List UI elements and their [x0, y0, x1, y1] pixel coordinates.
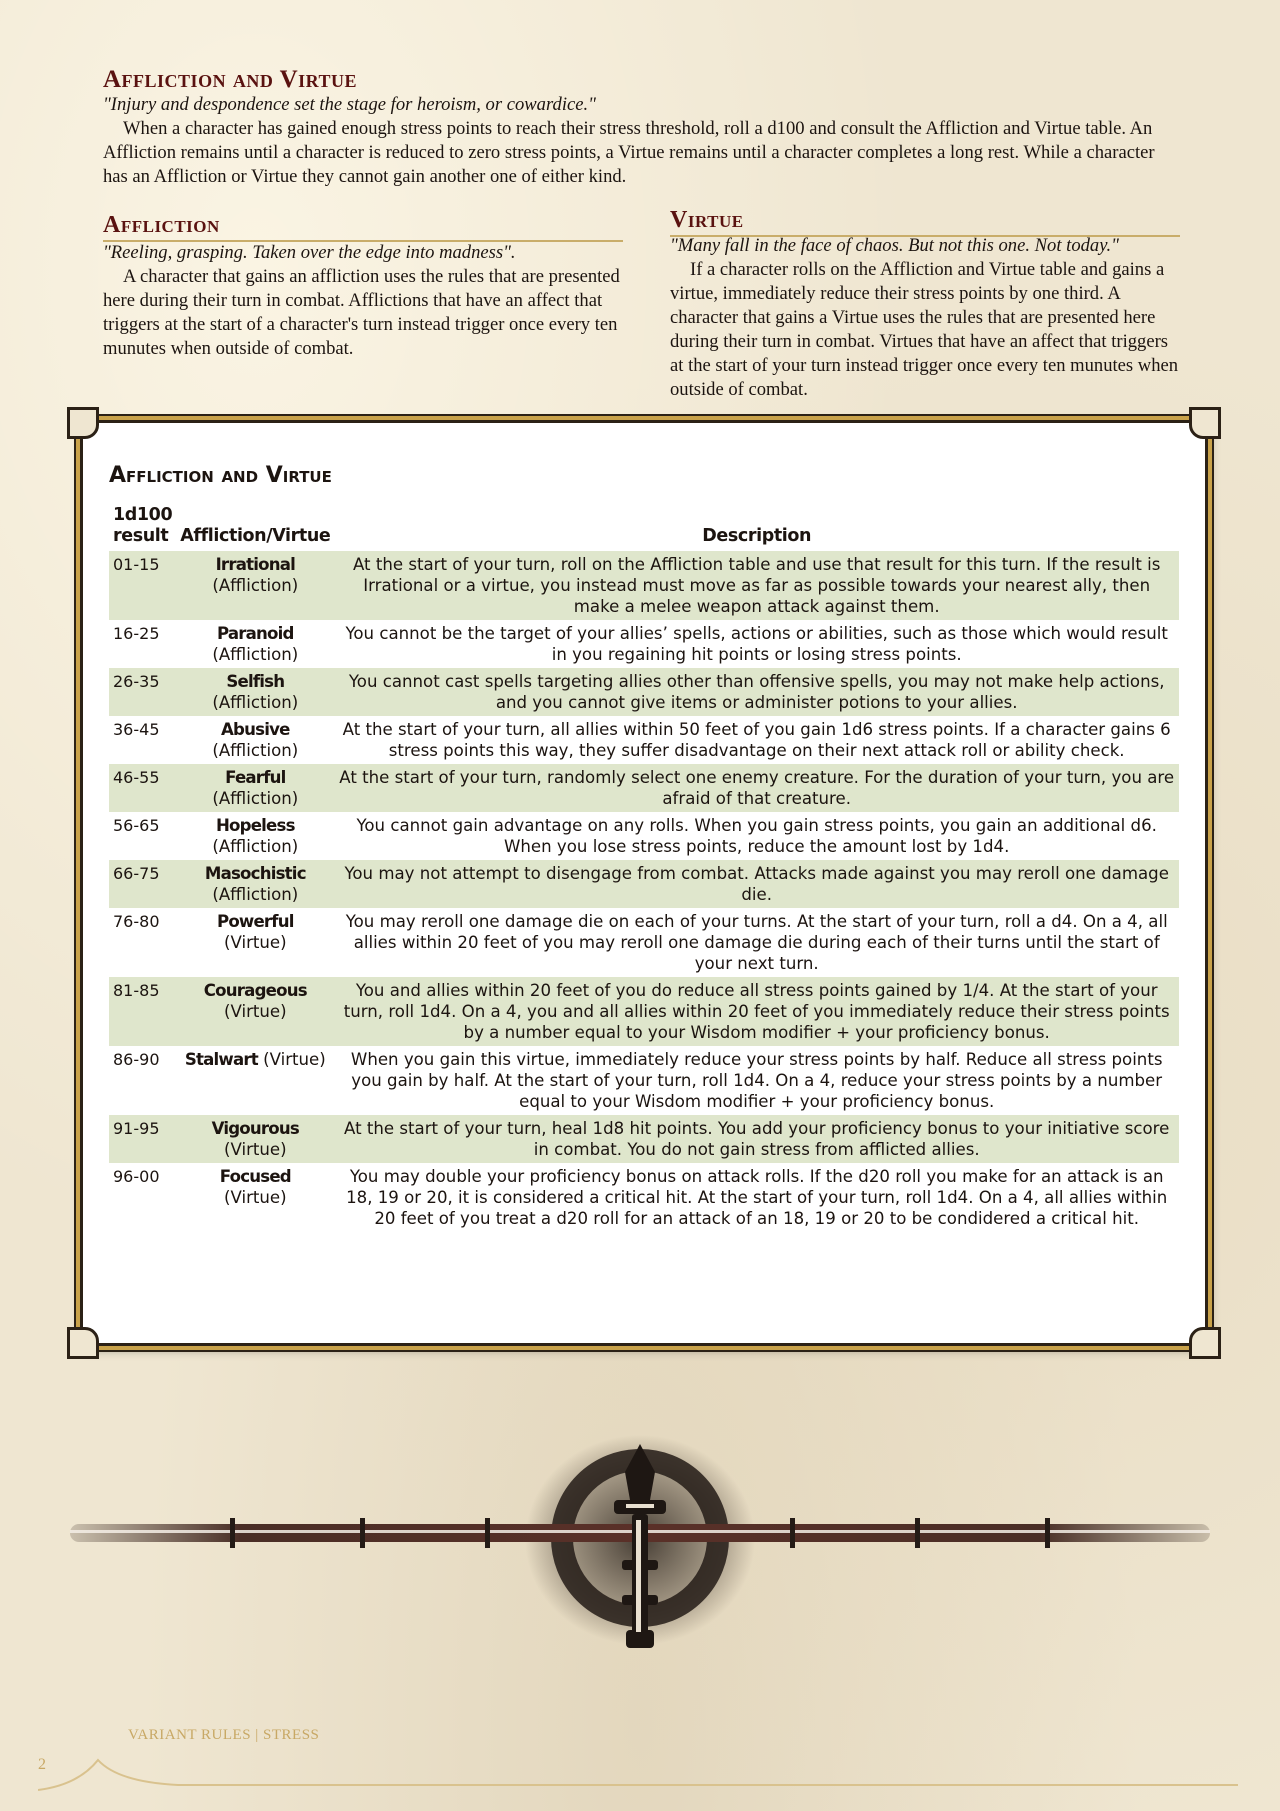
result-description: You may reroll one damage die on each of your turns. At the start of your turn, roll a d4. On a 4, all allies within 20 feet of you may reroll one damage die during each of their turns until the start of your next turn. [345, 912, 1168, 973]
header-roll-line1: 1d100 [113, 505, 173, 525]
result-description: When you gain this virtue, immediately reduce your stress points by half. Reduce all stress points you gain by half. At the start of your turn, roll 1d4. On a 4, reduce your stress points by a number equal to your Wisdom modifier + your proficiency bonus. [350, 1050, 1163, 1111]
affliction-virtue-table [109, 503, 1179, 1232]
result-name: Powerful [216, 912, 294, 931]
result-name-cell [176, 977, 334, 1046]
header-roll-line2: result [113, 526, 169, 546]
footer-label: VARIANT RULES | STRESS [128, 1727, 320, 1743]
result-name-cell [176, 716, 334, 764]
roll-range: 56-65 [113, 816, 160, 835]
result-kind: (Affliction) [212, 885, 299, 904]
decorative-sword-ornament [70, 1420, 1210, 1670]
affliction-quote: "Reeling, grasping. Taken over the edge into madness". [103, 242, 516, 263]
table-title: Affliction and Virtue [109, 463, 332, 488]
frame-corner [67, 407, 99, 439]
result-name-cell [176, 812, 334, 860]
result-name: Masochistic [204, 864, 306, 883]
result-description: You cannot cast spells targeting allies other than offensive spells, you may not make help actions, and you cannot give items or administer potions to your allies. [334, 668, 1179, 716]
result-kind: (Affliction) [212, 741, 299, 760]
result-kind: (Virtue) [224, 1002, 287, 1021]
result-description: At the start of your turn, randomly select one enemy creature. For the duration of your turn, you are afraid of that creature. [334, 764, 1179, 812]
table-row [109, 908, 1179, 977]
table-row [109, 977, 1179, 1046]
affliction-body: A character that gains an affliction uses the rules that are presented here during their turn in combat. Afflictions that have an affect that triggers at the start of a character's turn instead trigger once every ten munutes when outside of combat. [103, 266, 620, 359]
roll-range: 36-45 [113, 720, 160, 739]
virtue-body: If a character rolls on the Affliction and Virtue table and gains a virtue, immediately reduce their stress points by one third. A character that gains a Virtue uses the rules that are presented here during their turn in combat. Virtues that have an affect that triggers at the start of your turn instead trigger once every ten munutes when outside of combat. [670, 259, 1179, 400]
result-name: Paranoid [216, 624, 294, 643]
virtue-section [670, 234, 1180, 402]
table-row [109, 620, 1179, 668]
result-name-cell [176, 860, 334, 908]
result-name-cell [176, 1046, 334, 1115]
header-roll [109, 503, 176, 551]
roll-range: 26-35 [109, 668, 176, 716]
result-name: Abusive [221, 720, 290, 739]
table-frame [80, 420, 1208, 1346]
result-name: Vigourous [211, 1119, 299, 1138]
result-kind: (Virtue) [224, 1140, 287, 1159]
table-row [109, 716, 1179, 764]
footer-flourish [38, 1740, 1238, 1800]
result-name-cell [176, 764, 334, 812]
intro-quote: "Injury and despondence set the stage for heroism, or cowardice." [103, 94, 596, 115]
result-description: You and allies within 20 feet of you do reduce all stress points gained by 1/4. At the start of your turn, roll 1d4. On a 4, you and all allies within 20 feet of you immediately reduce their stress points by a number equal to your Wisdom modifier + your proficiency bonus. [334, 977, 1179, 1046]
page-number: 2 [38, 1756, 46, 1773]
result-kind: (Affliction) [212, 837, 299, 856]
frame-corner [1189, 1327, 1221, 1359]
affliction-section [103, 241, 623, 361]
result-name-cell [176, 620, 334, 668]
result-name: Focused [219, 1167, 291, 1186]
result-name: Irrational [215, 555, 296, 574]
table-row [109, 1115, 1179, 1163]
result-kind: (Virtue) [263, 1050, 326, 1069]
header-description: Description [702, 526, 812, 546]
table-row [109, 764, 1179, 812]
roll-range: 46-55 [109, 764, 176, 812]
roll-range: 76-80 [113, 912, 160, 931]
roll-range: 01-15 [109, 551, 176, 620]
section-title-virtue: Virtue [670, 207, 1180, 237]
result-name-cell [176, 908, 334, 977]
frame-corner [1189, 407, 1221, 439]
roll-range: 16-25 [113, 624, 160, 643]
result-name: Stalwart [184, 1050, 258, 1069]
result-kind: (Virtue) [224, 933, 287, 952]
result-description: You may not attempt to disengage from combat. Attacks made against you may reroll one damage die. [334, 860, 1179, 908]
roll-range: 91-95 [109, 1115, 176, 1163]
table-row [109, 860, 1179, 908]
result-description: At the start of your turn, roll on the Affliction table and use that result for this turn. If the result is Irrational or a virtue, you instead must move as far as possible towards your nearest ally, then make a melee weapon attack against them. [334, 551, 1179, 620]
result-description: You may double your proficiency bonus on attack rolls. If the d20 roll you make for an attack is an 18, 19 or 20, it is considered a critical hit. At the start of your turn, roll 1d4. On a 4, all allies within 20 feet of you treat a d20 roll for an attack of an 18, 19 or 20 to be condidered a critical hit. [346, 1167, 1168, 1228]
result-name: Hopeless [215, 816, 295, 835]
result-description: You cannot gain advantage on any rolls. When you gain stress points, you gain an additional d6. When you lose stress points, reduce the amount lost by 1d4. [356, 816, 1157, 856]
result-description: At the start of your turn, all allies within 50 feet of you gain 1d6 stress points. If a character gains 6 stress points this way, they suffer disadvantage on their next attack roll or ability check. [342, 720, 1171, 760]
result-kind: (Virtue) [224, 1188, 287, 1207]
virtue-quote: "Many fall in the face of chaos. But not this one. Not today." [670, 235, 1119, 256]
table-row [109, 812, 1179, 860]
table-row [109, 1163, 1179, 1232]
result-name-cell [176, 1115, 334, 1163]
roll-range: 86-90 [113, 1050, 160, 1069]
section-title-affliction-and-virtue: Affliction and Virtue [103, 66, 358, 93]
roll-range: 66-75 [109, 860, 176, 908]
section-title-affliction: Affliction [103, 212, 623, 242]
table-body [109, 551, 1179, 1232]
intro-body: When a character has gained enough stress points to reach their stress threshold, roll a d100 and consult the Affliction and Virtue table. An Affliction remains until a character is reduced to zero stress points, a Virtue remains until a character completes a long rest. While a character has an Affliction or Virtue they cannot gain another one of either kind. [103, 118, 1155, 187]
result-description: At the start of your turn, heal 1d8 hit points. You add your proficiency bonus to your initiative score in combat. You do not gain stress from afflicted allies. [334, 1115, 1179, 1163]
result-description: You cannot be the target of your allies’ spells, actions or abilities, such as those which would result in you regaining hit points or losing stress points. [345, 624, 1168, 664]
table-header-row [109, 503, 1179, 551]
result-kind: (Affliction) [212, 645, 299, 664]
result-name: Courageous [203, 981, 307, 1000]
table-row [109, 668, 1179, 716]
table-row [109, 1046, 1179, 1115]
result-name-cell [176, 551, 334, 620]
result-name: Fearful [225, 768, 286, 787]
result-kind: (Affliction) [212, 576, 299, 595]
table-row [109, 551, 1179, 620]
roll-range: 81-85 [109, 977, 176, 1046]
roll-range: 96-00 [113, 1167, 160, 1186]
result-kind: (Affliction) [212, 693, 299, 712]
result-name: Selfish [226, 672, 285, 691]
frame-corner [67, 1327, 99, 1359]
result-kind: (Affliction) [212, 789, 299, 808]
header-name: Affliction/Virtue [180, 526, 331, 546]
result-name-cell [176, 1163, 334, 1232]
intro-section [103, 93, 1178, 189]
result-name-cell [176, 668, 334, 716]
